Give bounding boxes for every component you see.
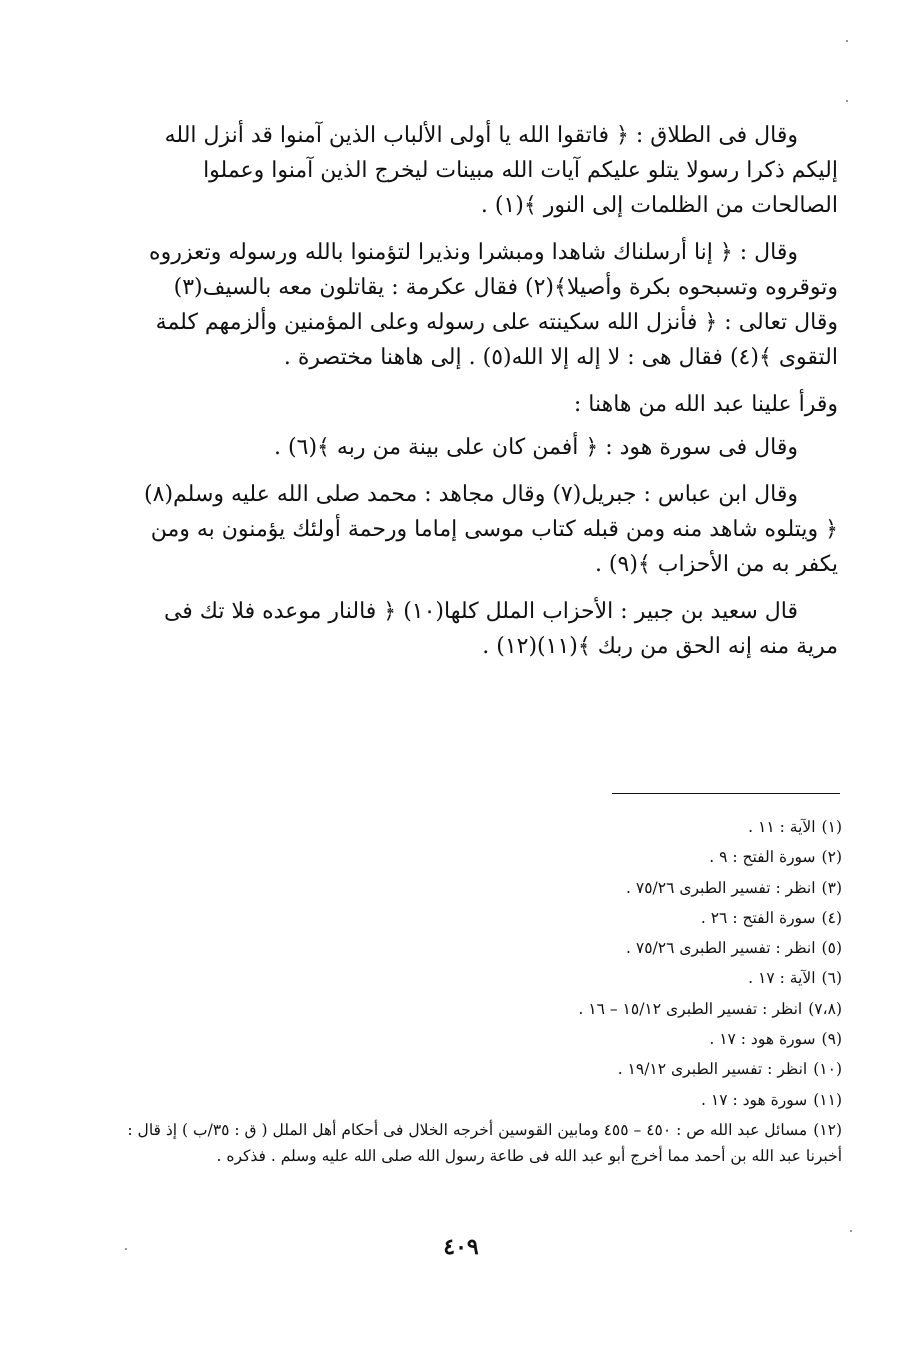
footnote-text: انظر : تفسير الطبرى ٧٥/٢٦ . [626, 878, 816, 897]
paragraph-hud [130, 430, 838, 465]
text-line: وقال تعالى : ﴿ فأنزل الله سكينته على رسوله وعلى المؤمنين وألزمهم كلمة [155, 310, 838, 335]
footnote [110, 933, 842, 963]
footnote [110, 963, 842, 993]
paragraph-ibn-abbas [130, 477, 838, 582]
scan-speck [125, 1248, 127, 1250]
scan-speck [850, 1230, 852, 1232]
paragraph-fath [130, 235, 838, 375]
text-line: وتوقروه وتسبحوه بكرة وأصيلا﴾(٢) فقال عكرمة : يقاتلون معه بالسيف(٣) [173, 275, 838, 300]
footnote-number: (٦) [821, 969, 842, 988]
footnote-number: (٥) [821, 939, 842, 958]
footnote [110, 903, 842, 933]
footnote-number: (٧،٨) [808, 999, 842, 1018]
footnote [110, 1085, 842, 1115]
footnote [110, 812, 842, 842]
footnote [110, 1115, 842, 1169]
footnote-text: مسائل عبد الله ص : ٤٥٠ – ٤٥٥ ومابين القوسين أخرجه الخلال فى أحكام أهل الملل ( ق : ٣٥/ب ) إذ قال : أخبرنا عبد الله بن أحمد مما أخرج أبو عبد الله فى طاعة رسول الله صلى الله عليه وسلم . فذكره . [127, 1120, 842, 1165]
footnote [110, 994, 842, 1024]
footnote-text: الآية : ١٧ . [748, 969, 816, 988]
footnote-number: (١١) [813, 1090, 842, 1109]
footnote-divider [612, 793, 840, 794]
main-text [130, 118, 838, 676]
footnote-text: سورة الفتح : ٢٦ . [700, 908, 816, 927]
footnote-text: انظر : تفسير الطبرى ١٥/١٢ – ١٦ . [578, 999, 803, 1018]
footnote-number: (٣) [821, 878, 842, 897]
footnote-number: (٢) [821, 848, 842, 867]
paragraph-said [130, 594, 838, 664]
page-number: ٤٠٩ [443, 1234, 479, 1260]
text-line: يكفر به من الأحزاب ﴾(٩) . [594, 552, 838, 577]
text-line: وقال : ﴿ إنا أرسلناك شاهدا ومبشرا ونذيرا لتؤمنوا بالله ورسوله وتعزروه [149, 240, 798, 265]
footnote [110, 1024, 842, 1054]
scan-speck [846, 100, 848, 102]
text-line: إليكم ذكرا رسولا يتلو عليكم آيات الله مبينات ليخرج الذين آمنوا وعملوا [203, 158, 838, 183]
text-line: مرية منه إنه الحق من ربك ﴾(١١)(١٢) . [482, 634, 838, 659]
footnote-number: (٤) [821, 908, 842, 927]
text-line: ﴿ ويتلوه شاهد منه ومن قبله كتاب موسى إماما ورحمة أولئك يؤمنون به ومن [150, 517, 838, 542]
text-line: التقوى ﴾(٤) فقال هى : لا إله إلا الله(٥) . إلى هاهنا مختصرة . [283, 345, 838, 370]
footnote-number: (١٠) [813, 1060, 842, 1079]
scan-speck [846, 40, 848, 42]
footnotes [110, 812, 842, 1169]
paragraph-reading [130, 387, 838, 422]
footnote-number: (١) [821, 818, 842, 836]
text-line: وقرأ علينا عبد الله من هاهنا : [573, 392, 838, 417]
footnote-text: سورة هود : ١٧ . [701, 1090, 808, 1109]
footnote-text: الآية : ١١ . [748, 818, 816, 836]
footnote [110, 1054, 842, 1084]
footnote-number: (١٢) [813, 1120, 842, 1139]
footnote-text: سورة الفتح : ٩ . [709, 848, 816, 867]
text-line: الصالحات من الظلمات إلى النور ﴾(١) . [480, 193, 838, 218]
text-line: وقال فى الطلاق : ﴿ فاتقوا الله يا أولى الألباب الذين آمنوا قد أنزل الله [164, 123, 798, 148]
footnote-text: انظر : تفسير الطبرى ١٩/١٢ . [617, 1060, 808, 1079]
footnote-number: (٩) [821, 1030, 842, 1049]
footnote-text: انظر : تفسير الطبرى ٧٥/٢٦ . [626, 939, 816, 958]
footnote [110, 873, 842, 903]
text-line: قال سعيد بن جبير : الأحزاب الملل كلها(١٠) ﴿ فالنار موعده فلا تك فى [163, 599, 798, 624]
text-line: وقال ابن عباس : جبريل(٧) وقال مجاهد : محمد صلى الله عليه وسلم(٨) [144, 482, 798, 507]
footnote [110, 842, 842, 872]
footnote-text: سورة هود : ١٧ . [709, 1030, 816, 1049]
paragraph-talaq [130, 118, 838, 223]
text-line: وقال فى سورة هود : ﴿ أفمن كان على بينة من ربه ﴾(٦) . [274, 435, 798, 460]
